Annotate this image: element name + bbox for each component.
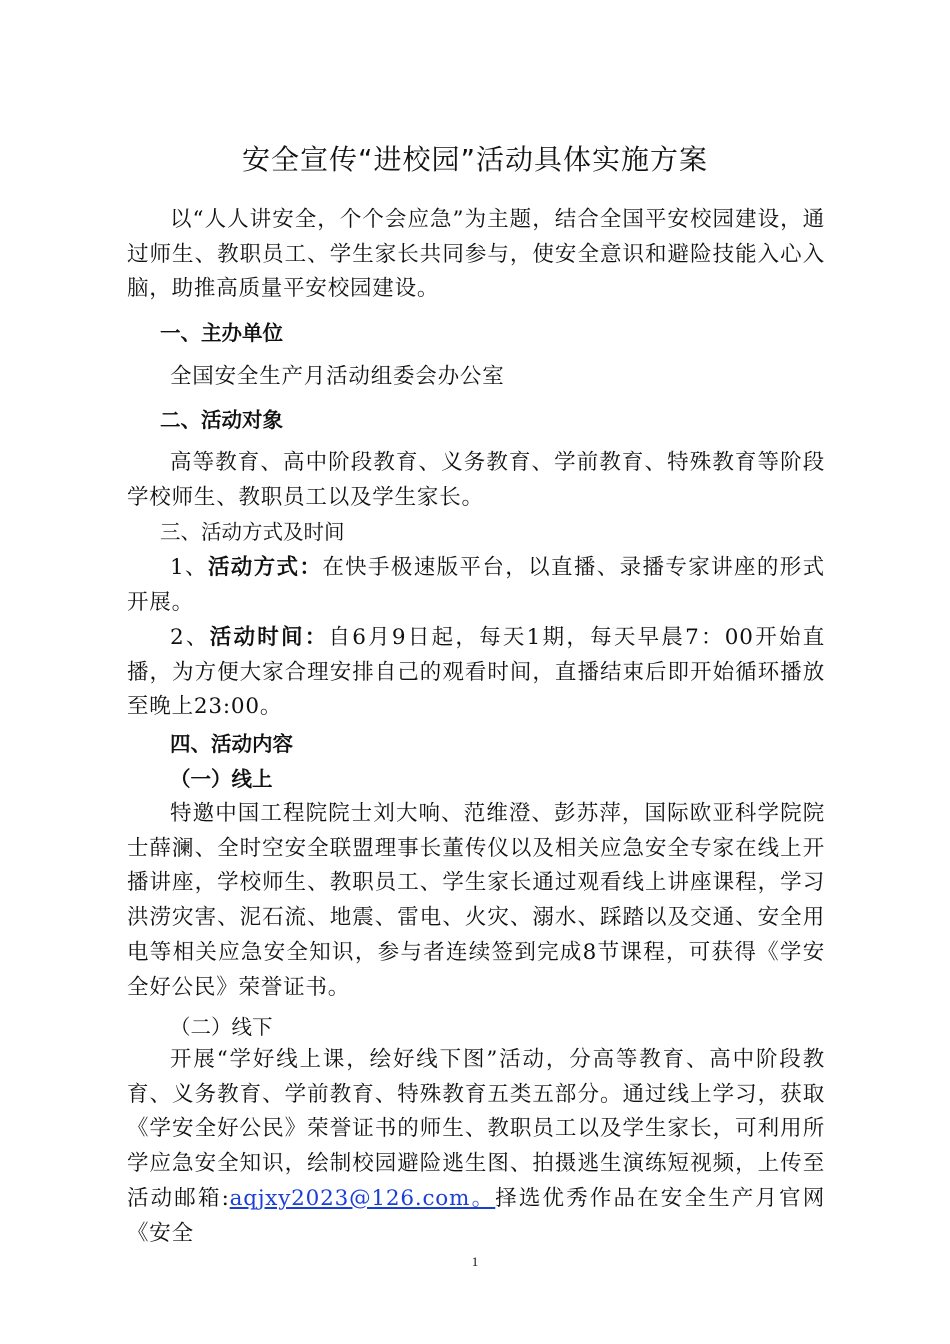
document-title: 安全宣传“进校园”活动具体实施方案 — [241, 143, 708, 176]
section-heading-organizer: 一、主办单位 — [160, 321, 283, 345]
section-heading-content: 四、活动内容 — [170, 732, 293, 756]
time-text: 自6月9日起，每天1期，每天早晨7：00开始直播，为方便大家合理安排自己的观看时间，直播结束后即开始循环播放至晚上23:00。 — [127, 625, 825, 720]
subsection-heading-online: （一）线上 — [170, 767, 273, 791]
online-paragraph: 特邀中国工程院院士刘大响、范维澄、彭苏萍，国际欧亚科学院院士薛澜、全时空安全联盟理事长董传仪以及相关应急安全专家在线上开播讲座，学校师生、教职员工、学生家长通过观看线上讲座课程，学习洪涝灾害、泥石流、地震、雷电、火灾、溺水、踩踏以及交通、安全用电等相关应急安全知识，参与者连续签到完成8节课程，可获得《学安全好公民》荣誉证书。 — [127, 801, 825, 1000]
method-label: 活动方式： — [207, 555, 323, 580]
offline-paragraph — [127, 1043, 825, 1251]
time-number: 2、 — [170, 625, 210, 650]
time-label: 活动时间： — [209, 625, 329, 650]
method-paragraph — [127, 551, 825, 620]
method-number: 1、 — [170, 555, 208, 580]
method-text: 在快手极速版平台，以直播、录播专家讲座的形式开展。 — [127, 555, 825, 615]
organizer-text: 全国安全生产月活动组委会办公室 — [170, 364, 505, 389]
time-paragraph — [127, 621, 825, 725]
audience-paragraph: 高等教育、高中阶段教育、义务教育、学前教育、特殊教育等阶段学校师生、教职员工以及学生家长。 — [127, 450, 825, 510]
offline-text-after: 择选优秀作品在安全生产月官网《安全 — [127, 1185, 826, 1246]
subsection-heading-offline: （二）线下 — [170, 1015, 273, 1039]
page-number: 1 — [471, 1254, 479, 1269]
intro-paragraph: 以“人人讲安全，个个会应急”为主题，结合全国平安校园建设，通过师生、教职员工、学生家长共同参与，使安全意识和避险技能入心入脑，助推高质量平安校园建设。 — [127, 207, 825, 302]
offline-text-before: 开展“学好线上课，绘好线下图”活动，分高等教育、高中阶段教育、义务教育、学前教育、特殊教育五类五部分。通过线上学习，获取《学安全好公民》荣誉证书的师生、教职员工以及学生家长，可利用所学应急安全知识，绘制校园避险逃生图、拍摄逃生演练短视频，上传至活动邮箱: — [127, 1047, 825, 1211]
section-heading-method-time: 三、活动方式及时间 — [160, 520, 345, 544]
section-heading-audience: 二、活动对象 — [160, 408, 283, 432]
contact-email-link[interactable]: aqjxy2023@126.com。 — [229, 1185, 496, 1211]
